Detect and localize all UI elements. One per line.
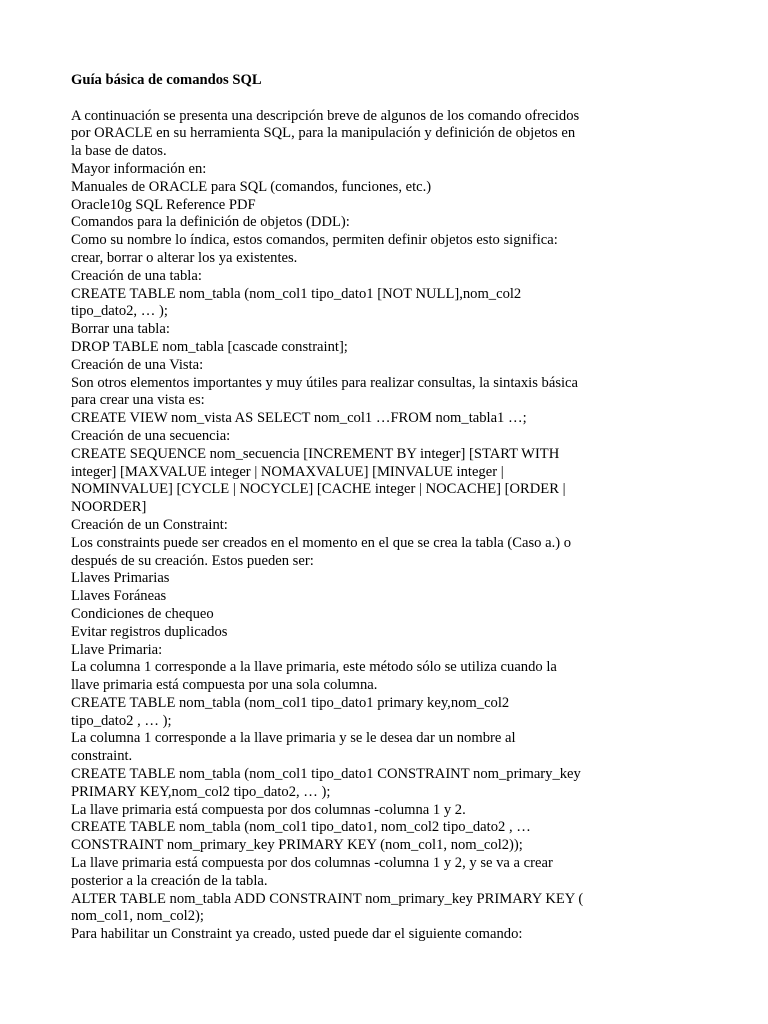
text-line: La columna 1 corresponde a la llave primaria y se le desea dar un nombre al	[71, 730, 516, 747]
text-line: por ORACLE en su herramienta SQL, para la manipulación y definición de objetos en	[71, 125, 576, 142]
text-line: PRIMARY KEY,nom_col2 tipo_dato2, … );	[71, 783, 331, 800]
text-line: Como su nombre lo índica, estos comandos, permiten definir objetos esto significa:	[71, 232, 558, 249]
text-line: DROP TABLE nom_tabla [cascade constraint];	[71, 338, 348, 355]
text-line: Llaves Primarias	[71, 570, 170, 587]
text-line: Creación de una tabla:	[71, 267, 202, 284]
text-line: CREATE SEQUENCE nom_secuencia [INCREMENT BY integer] [START WITH	[71, 445, 560, 462]
text-line: Son otros elementos importantes y muy útiles para realizar consultas, la sintaxis básica	[71, 374, 579, 391]
text-line: Creación de una Vista:	[71, 356, 204, 373]
text-line: NOMINVALUE] [CYCLE | NOCYCLE] [CACHE integer | NOCACHE] [ORDER |	[71, 481, 566, 498]
text-line: CREATE TABLE nom_tabla (nom_col1 tipo_dato1 primary key,nom_col2	[71, 694, 510, 711]
text-line: integer] [MAXVALUE integer | NOMAXVALUE] [MINVALUE integer |	[71, 463, 504, 480]
text-line: Evitar registros duplicados	[71, 623, 228, 640]
text-line: Para habilitar un Constraint ya creado, usted puede dar el siguiente comando:	[71, 926, 523, 943]
text-line: la base de datos.	[71, 143, 167, 160]
text-line: CONSTRAINT nom_primary_key PRIMARY KEY (nom_col1, nom_col2));	[71, 837, 523, 854]
document-body	[71, 108, 611, 944]
text-line: ALTER TABLE nom_tabla ADD CONSTRAINT nom_primary_key PRIMARY KEY (	[71, 890, 584, 907]
text-line: La llave primaria está compuesta por dos columnas -columna 1 y 2.	[71, 801, 466, 818]
text-line: Creación de una secuencia:	[71, 427, 231, 444]
text-line: Comandos para la definición de objetos (DDL):	[71, 214, 350, 231]
text-line: CREATE TABLE nom_tabla (nom_col1 tipo_dato1, nom_col2 tipo_dato2 , …	[71, 819, 531, 836]
document-page	[71, 72, 611, 944]
text-line: La columna 1 corresponde a la llave primaria, este método sólo se utiliza cuando la	[71, 659, 557, 676]
text-line: crear, borrar o alterar los ya existentes.	[71, 249, 298, 266]
text-line: tipo_dato2, … );	[71, 303, 168, 320]
text-line: llave primaria está compuesta por una sola columna.	[71, 677, 378, 694]
text-line: Borrar una tabla:	[71, 321, 170, 338]
text-line: posterior a la creación de la tabla.	[71, 872, 268, 889]
text-line: constraint.	[71, 748, 133, 765]
text-line: NOORDER]	[71, 499, 147, 516]
text-line: nom_col1, nom_col2);	[71, 908, 204, 925]
text-line: Condiciones de chequeo	[71, 605, 214, 622]
text-line: Creación de un Constraint:	[71, 516, 228, 533]
text-line: CREATE VIEW nom_vista AS SELECT nom_col1 …FROM nom_tabla1 …;	[71, 410, 527, 427]
text-line: Manuales de ORACLE para SQL (comandos, funciones, etc.)	[71, 178, 432, 195]
text-line: CREATE TABLE nom_tabla (nom_col1 tipo_dato1 [NOT NULL],nom_col2	[71, 285, 522, 302]
text-line: para crear una vista es:	[71, 392, 205, 409]
text-line: tipo_dato2 , … );	[71, 712, 172, 729]
document-title: Guía básica de comandos SQL	[71, 72, 262, 88]
text-line: Oracle10g SQL Reference PDF	[71, 196, 256, 213]
text-line: después de su creación. Estos pueden ser:	[71, 552, 314, 569]
text-line: A continuación se presenta una descripción breve de algunos de los comando ofrecidos	[71, 107, 580, 124]
text-line: Mayor información en:	[71, 160, 207, 177]
text-line: CREATE TABLE nom_tabla (nom_col1 tipo_dato1 CONSTRAINT nom_primary_key	[71, 766, 581, 783]
text-line: Llaves Foráneas	[71, 588, 167, 605]
text-line: La llave primaria está compuesta por dos columnas -columna 1 y 2, y se va a crear	[71, 855, 553, 872]
text-line: Los constraints puede ser creados en el momento en el que se crea la tabla (Caso a.) o	[71, 534, 572, 551]
text-line: Llave Primaria:	[71, 641, 163, 658]
